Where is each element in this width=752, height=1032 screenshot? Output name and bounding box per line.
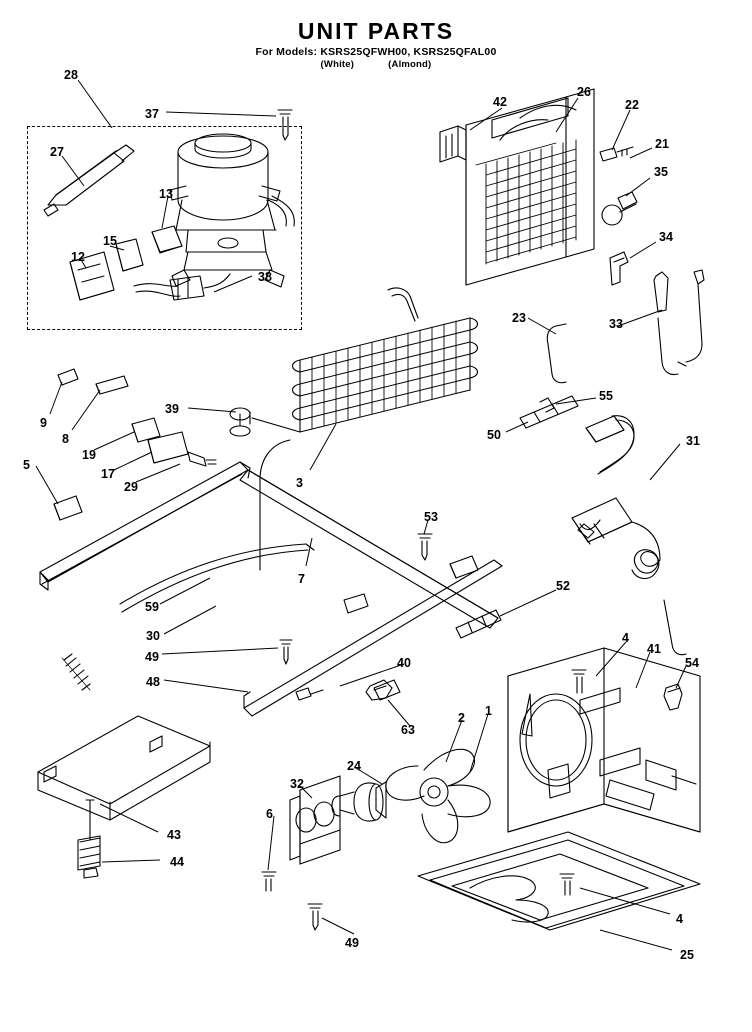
callout-33: 33 [609, 317, 623, 331]
callout-9: 9 [40, 416, 47, 430]
callout-21: 21 [655, 137, 669, 151]
variant-white: (White) [320, 59, 355, 70]
callout-31: 31 [686, 434, 700, 448]
callout-5: 5 [23, 458, 30, 472]
callout-28: 28 [64, 68, 78, 82]
callout-55: 55 [599, 389, 613, 403]
callout-53: 53 [424, 510, 438, 524]
callout-49-lower: 49 [345, 936, 359, 950]
models-label: For Models: KSRS25QFWH00, KSRS25QFAL00 [255, 46, 497, 58]
callout-2: 2 [458, 711, 465, 725]
callout-34: 34 [659, 230, 673, 244]
callout-30: 30 [146, 629, 160, 643]
callout-43: 43 [167, 828, 181, 842]
callout-48: 48 [146, 675, 160, 689]
callout-52: 52 [556, 579, 570, 593]
callout-15: 15 [103, 234, 117, 248]
variant-almond: (Almond) [388, 59, 432, 70]
callout-63: 63 [401, 723, 415, 737]
callout-59: 59 [145, 600, 159, 614]
callout-50: 50 [487, 428, 501, 442]
compressor-group-outline [27, 126, 302, 330]
callout-32: 32 [290, 777, 304, 791]
callout-41: 41 [647, 642, 661, 656]
variants-label [0, 59, 752, 70]
callout-26: 26 [577, 85, 591, 99]
callout-4-lower: 4 [676, 912, 683, 926]
callout-37: 37 [145, 107, 159, 121]
callout-1: 1 [485, 704, 492, 718]
callout-13: 13 [159, 187, 173, 201]
callout-22: 22 [625, 98, 639, 112]
callout-38: 38 [258, 270, 272, 284]
page-title: UNIT PARTS [297, 18, 455, 44]
callout-19: 19 [82, 448, 96, 462]
callout-24: 24 [347, 759, 361, 773]
callout-27: 27 [50, 145, 64, 159]
callout-12: 12 [71, 250, 85, 264]
title-block [0, 18, 752, 70]
callout-3: 3 [296, 476, 303, 490]
callout-42: 42 [493, 95, 507, 109]
callout-40: 40 [397, 656, 411, 670]
callout-25: 25 [680, 948, 694, 962]
callout-17: 17 [101, 467, 115, 481]
callout-4: 4 [622, 631, 629, 645]
callout-29: 29 [124, 480, 138, 494]
callout-8: 8 [62, 432, 69, 446]
callout-44: 44 [170, 855, 184, 869]
callout-39: 39 [165, 402, 179, 416]
callout-49: 49 [145, 650, 159, 664]
callout-54: 54 [685, 656, 699, 670]
callout-6: 6 [266, 807, 273, 821]
callout-23: 23 [512, 311, 526, 325]
callout-7: 7 [298, 572, 305, 586]
callout-35: 35 [654, 165, 668, 179]
